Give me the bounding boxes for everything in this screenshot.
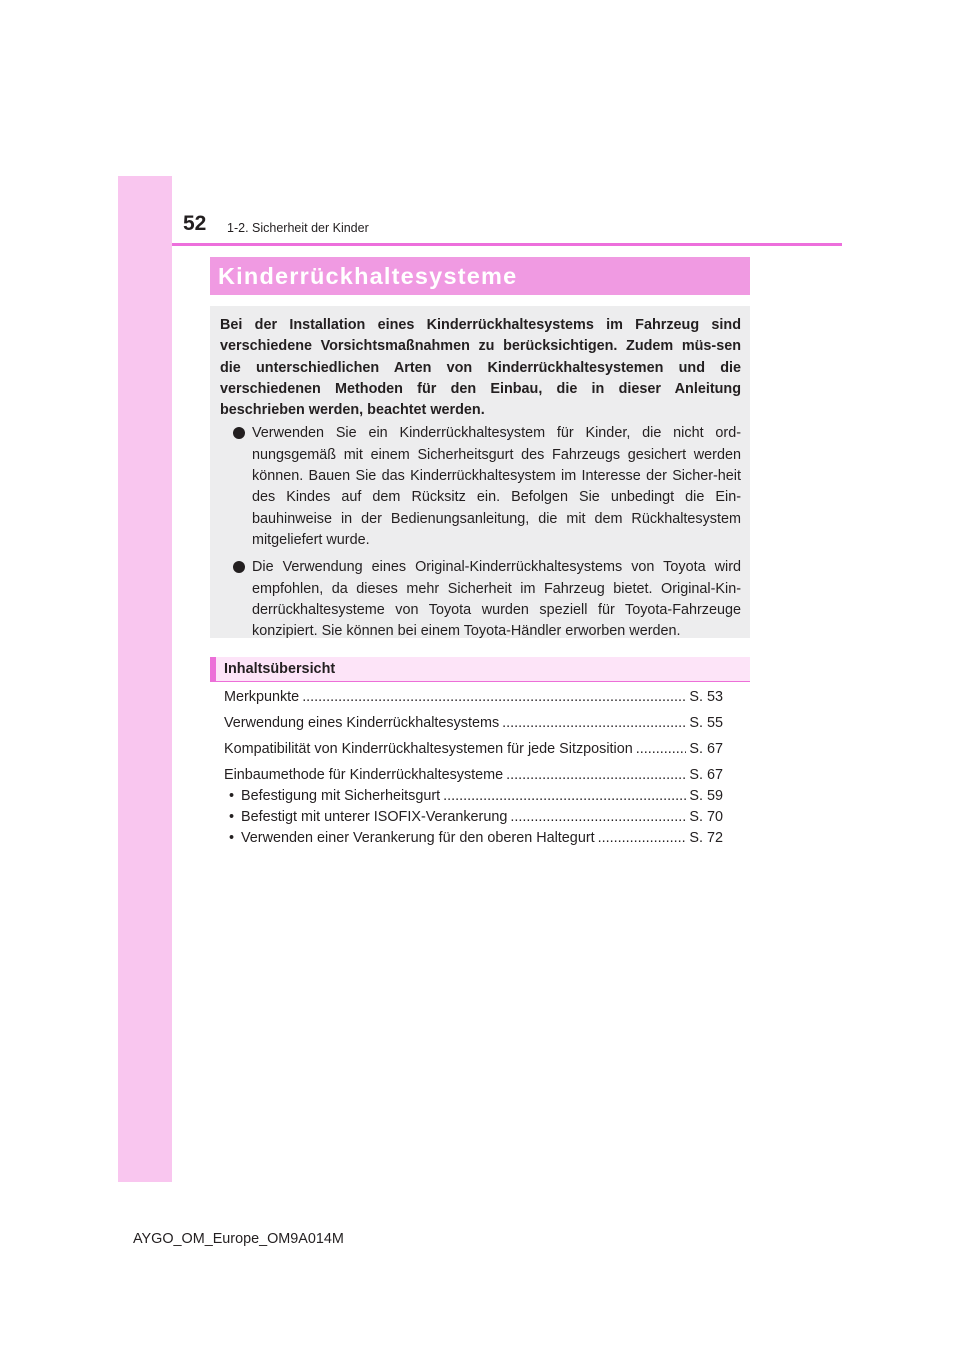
toc-entry[interactable]	[224, 765, 723, 785]
toc-leader	[598, 828, 687, 848]
toc-subentry-page: S. 70	[689, 809, 723, 825]
toc-entry-text: Einbaumethode für Kinderrückhaltesysteme	[224, 767, 504, 783]
toc-entry-text: Kompatibilität von Kinderrückhaltesystemen für jede Sitzposition	[224, 741, 633, 757]
toc-subentry-text: Verwenden einer Verankerung für den oberen Haltegurt	[241, 830, 595, 846]
toc-subentry[interactable]	[229, 786, 723, 806]
toc-leader	[636, 739, 687, 759]
toc-entry-page: S. 53	[689, 689, 723, 705]
toc-entry[interactable]	[224, 739, 723, 759]
page-number: 52	[183, 212, 207, 235]
intro-lead: Bei der Installation eines Kinderrückhaltesystems im Fahrzeug sind verschiedene Vorsichtsmaßnahmen zu berücksichtigen. Zudem müs-sen die unterschiedlichen Arten von Kinderrückhaltesystemen und die verschiedenen Methoden für den Einbau, die in dieser Anleitung beschrieben werden, beachtet werden.	[220, 317, 741, 419]
toc-entry[interactable]	[224, 687, 723, 707]
toc-subentry[interactable]	[229, 828, 723, 848]
intro-bullet	[220, 423, 741, 551]
intro-bullet	[220, 557, 741, 642]
toc-subentry-text: Befestigung mit Sicherheitsgurt	[241, 788, 441, 804]
toc-subentry-page: S. 72	[689, 830, 723, 846]
bullet-dot-icon	[233, 561, 245, 573]
toc-leader	[443, 786, 686, 806]
toc-leader	[302, 687, 686, 707]
bullet-dot-icon	[233, 427, 245, 439]
toc-subentry[interactable]	[229, 807, 723, 827]
section-label: 1-2. Sicherheit der Kinder	[227, 221, 369, 235]
toc-leader	[510, 807, 686, 827]
toc-entry-text: Verwendung eines Kinderrückhaltesystems	[224, 715, 500, 731]
intro-bullet-text: Verwenden Sie ein Kinderrückhaltesystem für Kinder, die nicht ord-nungsgemäß mit einem Sicherheitsgurt des Fahrzeugs gesichert werden können. Bauen Sie das Kinderrückhaltesystem im Interesse der Sicher-heit des Kindes auf dem Rücksitz ein. Befolgen Sie unbedingt die Ein-bauhinweise in der Bedienungsanleitung, die mit dem Rückhaltesystem mitgeliefert wurde.	[252, 425, 741, 548]
chapter-sidebar-tab	[118, 176, 172, 1182]
toc-leader	[502, 713, 686, 733]
toc-heading: Inhaltsübersicht	[210, 657, 750, 682]
toc-bullet: •	[229, 830, 235, 846]
toc-entry[interactable]	[224, 713, 723, 733]
toc-entry-text: Merkpunkte	[224, 689, 300, 705]
toc-bullet: •	[229, 788, 235, 804]
toc-divider	[210, 681, 750, 682]
header-rule	[172, 243, 842, 246]
toc-leader	[506, 765, 686, 785]
toc-entry-page: S. 67	[689, 767, 723, 783]
toc-entry-page: S. 55	[689, 715, 723, 731]
intro-box	[210, 306, 750, 638]
toc-subentry-text: Befestigt mit unterer ISOFIX-Verankerung	[241, 809, 508, 825]
toc-bullet: •	[229, 809, 235, 825]
toc-entry-page: S. 67	[689, 741, 723, 757]
footer-doc-code: AYGO_OM_Europe_OM9A014M	[133, 1231, 344, 1247]
intro-bullet-text: Die Verwendung eines Original-Kinderrückhaltesystems von Toyota wird empfohlen, da dieses mehr Sicherheit im Fahrzeug bietet. Original-Kin-derrückhaltesysteme von Toyota wurden speziell für Toyota-Fahrzeuge konzipiert. Sie können bei einem Toyota-Händler erworben werden.	[252, 559, 741, 640]
toc-subentry-page: S. 59	[689, 788, 723, 804]
page-title: Kinderrückhaltesysteme	[210, 257, 750, 295]
